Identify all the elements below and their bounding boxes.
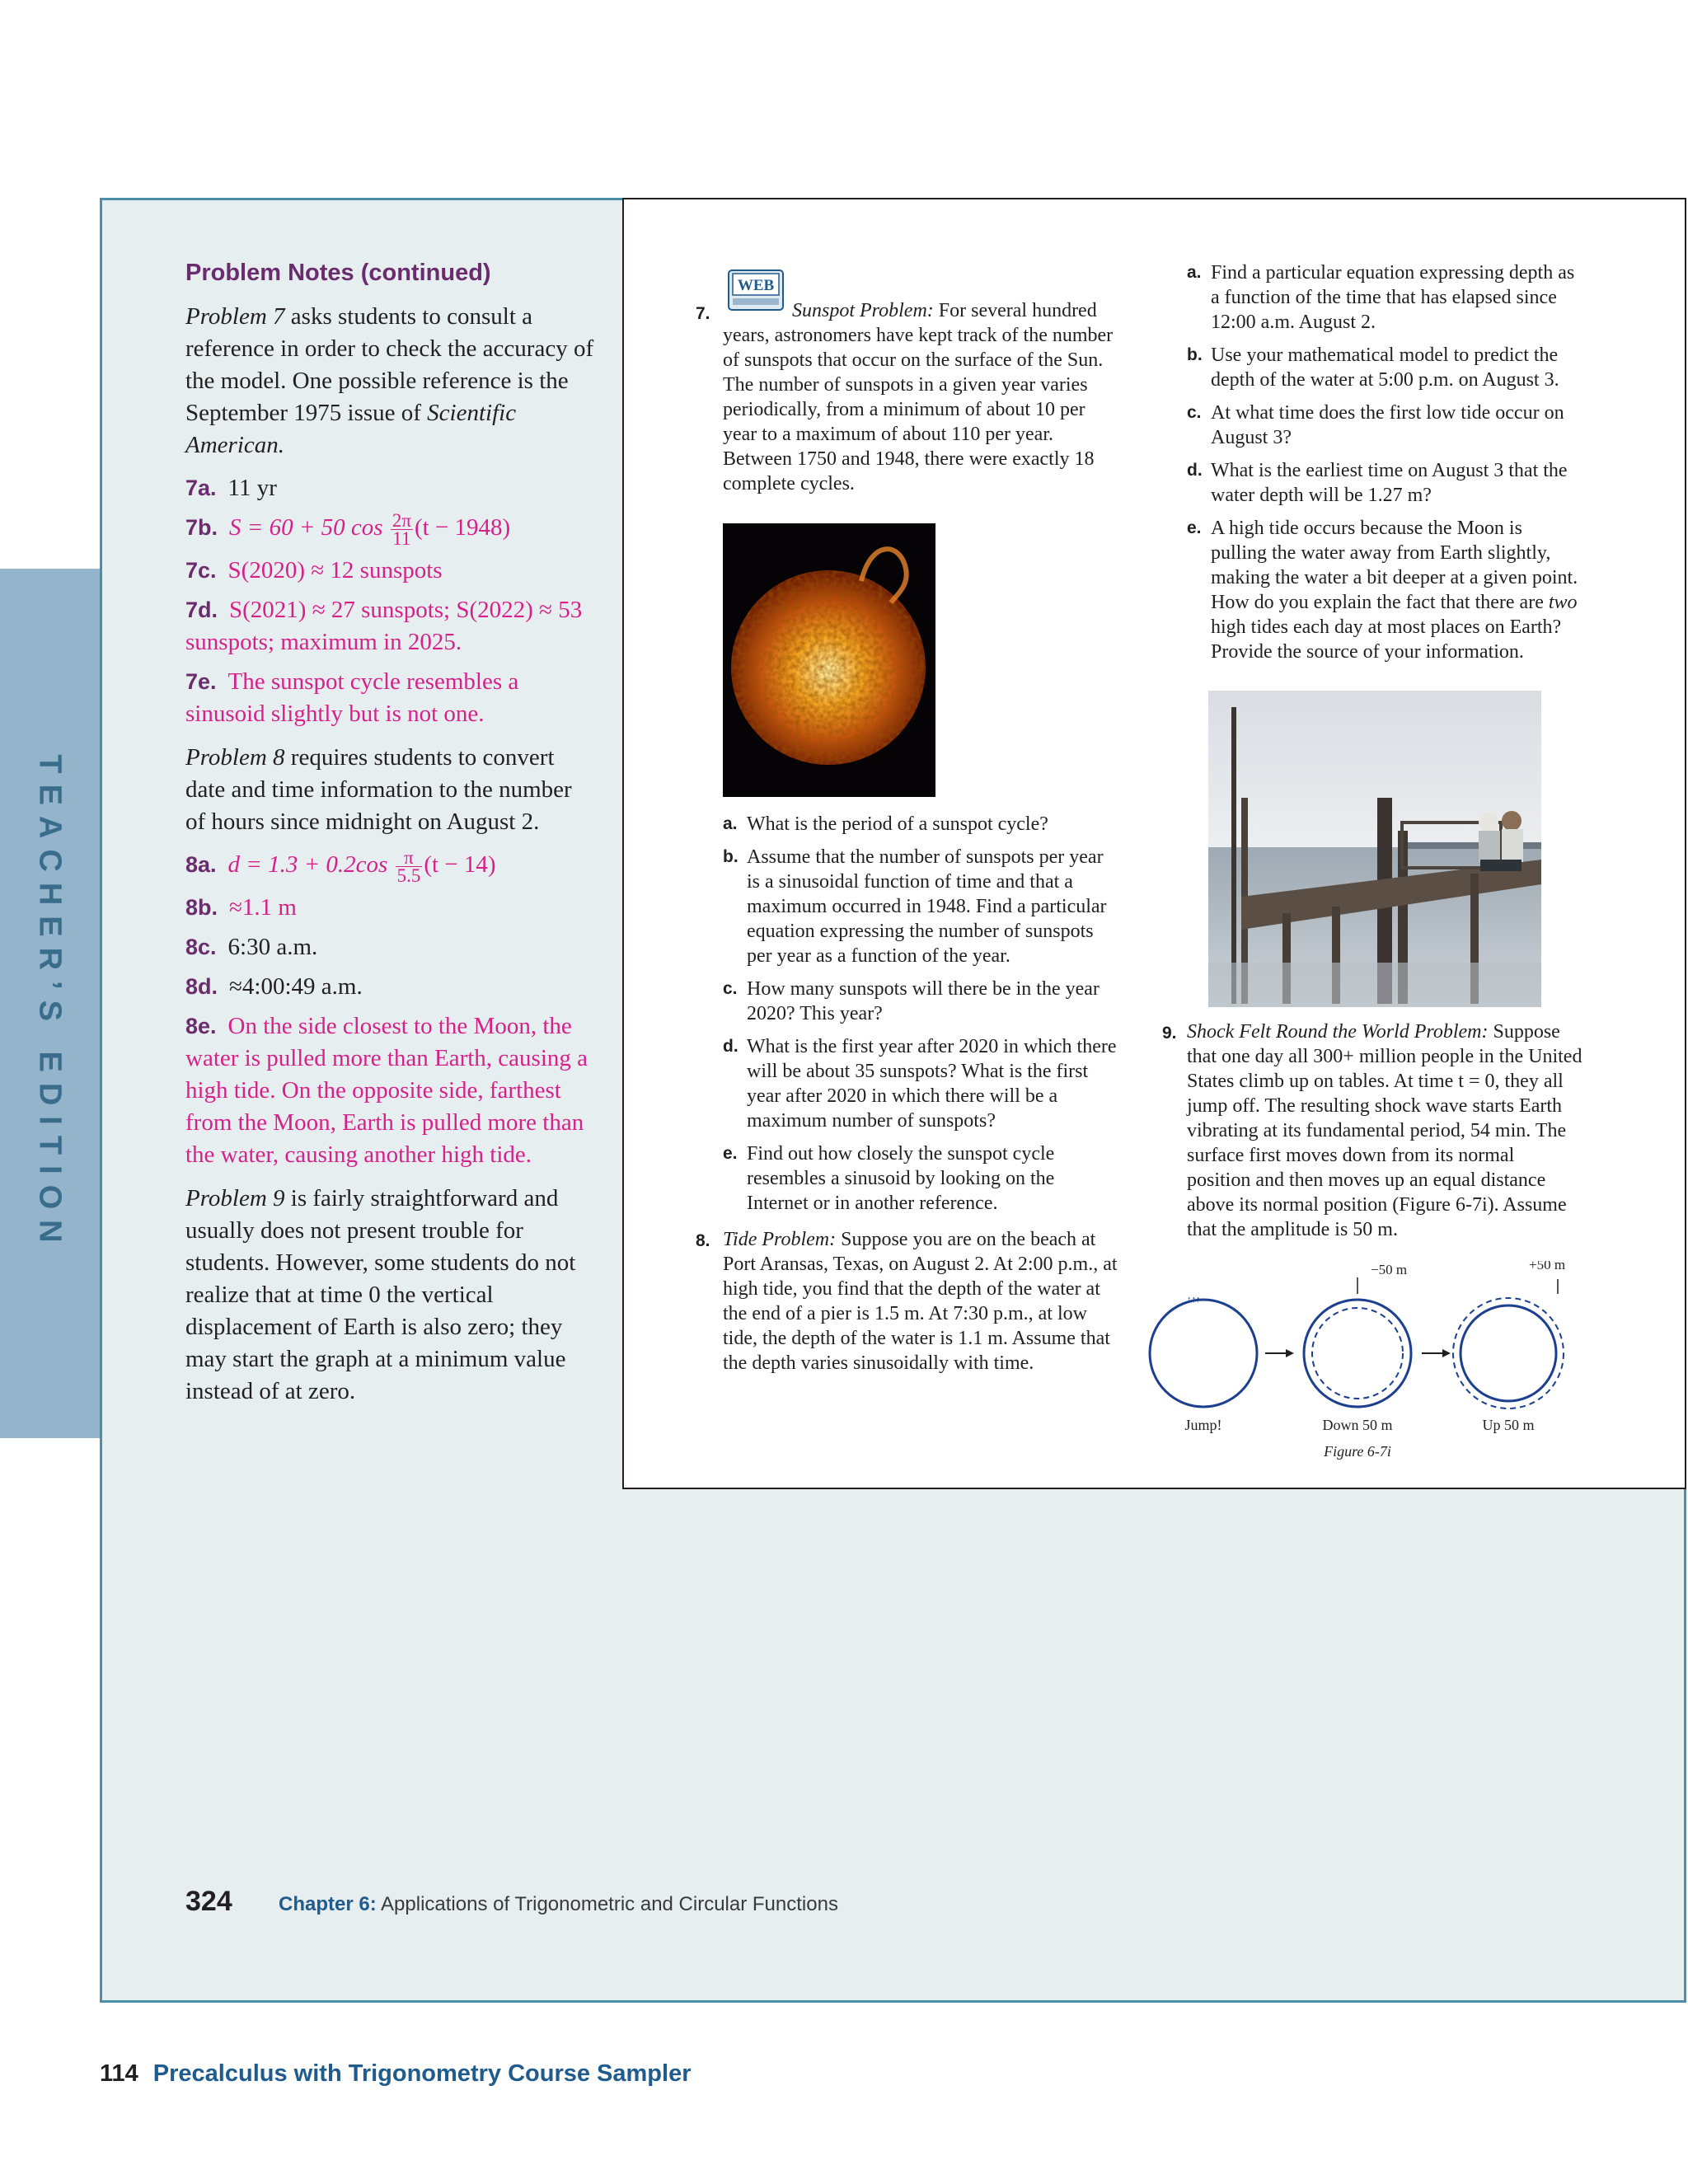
answer-8e: 8e. On the side closest to the Moon, the water is pulled more than Earth, causing a high tide. On the opposite side, farthest from the Moon, Earth is pulled more than the water, causing another high tide. [185, 1013, 588, 1168]
plus-50-label: +50 m [1529, 1261, 1566, 1272]
problem-9: 9. Shock Felt Round the World Problem: Suppose that one day all 300+ million people in the United States climb up on tables. At time t = 0, they all jump off. The resulting shock wave starts Earth vibrating at its fundamental period, 54 min. The surface first moves down from its normal position and then moves up an equal distance above its normal position (Figure 6-7i). Assume that the amplitude is 50 m. [1162, 1021, 1582, 1240]
sampler-footer: 114 Precalculus with Trigonometry Course Sampler [100, 2060, 692, 2087]
earth-up [1453, 1279, 1564, 1408]
answer-7c: 7c. S(2020) ≈ 12 sunspots [185, 557, 443, 583]
minus-50-label: −50 m [1371, 1262, 1408, 1277]
answer-7b: 7b. S = 60 + 50 cos $\frac{2\pi}{11}$ (t − 1948) [185, 510, 511, 549]
problem-8-parts: a. Find a particular equation expressing depth as a function of the time that has elapsed since 12:00 a.m. August 2. b. Use your mathematical model to predict the depth of the water at 5:00 p.m. on August 3. c. At what time does the first low tide occur on August 3? d. What is the earliest time on August 3 that the water depth will be 1.27 m? e. A high tide occurs because the Moon is pulling the water away from Earth slightly, making the water a bit deeper at a given point. How do you explain the fact that there are two high tides each day at most places on Earth? Provide the source of your information. [1187, 262, 1578, 663]
answer-8d: 8d. ≈4:00:49 a.m. [185, 973, 363, 1000]
answer-8b: 8b. ≈1.1 m [185, 894, 297, 921]
answer-8a: 8a. d = 1.3 + 0.2cos $\frac{\pi}{5.5}$ (t − 14) [185, 847, 496, 886]
problem-notes [185, 257, 598, 1418]
svg-text:↑↑↑: ↑↑↑ [1187, 1295, 1201, 1305]
web-badge: WEB [737, 277, 775, 294]
answer-7d: 7d. S(2021) ≈ 27 sunspots; S(2022) ≈ 53 sunspots; maximum in 2025. [185, 597, 583, 655]
answer-7a: 7a. 11 yr [185, 475, 277, 501]
note-problem-8: Problem 8 requires students to convert date and time information to the number of hours since midnight on August 2. [185, 744, 572, 835]
earth-vibration-figure [1142, 1261, 1587, 1463]
chapter-title: Chapter 6: Applications of Trigonometric and Circular Functions [279, 1893, 838, 1915]
answer-8c: 8c. 6:30 a.m. [185, 934, 318, 960]
figure-caption: Figure 6-7i [1324, 1443, 1391, 1460]
earth-jump [1150, 1295, 1257, 1407]
problem-8: 8. Tide Problem: Suppose you are on the beach at Port Aransas, Texas, on August 2. At 2:00 p.m., at high tide, you find that the depth of the water at the end of a pier is 1.5 m. At 7:30 p.m., at low tide, the depth of the water is 1.1 m. Assume that the depth varies sinusoidally with time. [696, 1229, 1118, 1374]
caption-up: Up 50 m [1482, 1417, 1535, 1433]
caption-down: Down 50 m [1322, 1417, 1393, 1433]
problem-7-parts: a. What is the period of a sunspot cycle? b. Assume that the number of sunspots per year is a sinusoidal function of time and that a maximum occurred in 1948. Find a particular equation expressing the number of sunspots per year as a function of the year. c. How many sunspots will there be in the year 2020? This year? d. What is the first year after 2020 in which there will be about 35 sunspots? What is the first year after 2020 in which there will be a maximum number of sunspots? e. Find out how closely the sunspot cycle resembles a sinusoid by looking on the Internet or in another reference. 8. Tide Problem: Suppose you are on the beach at Port Aransas, Texas, on August 2. At 2:00 p.m., at high tide, you find that the depth of the water at the end of a pier is 1.5 m. At 7:30 p.m., at low tide, the depth of the water is 1.1 m. Assume that the depth varies sinusoidally with time. [696, 813, 1118, 1374]
earth-down [1304, 1277, 1411, 1407]
pier-photo [1208, 691, 1541, 1007]
note-problem-7: Problem 7 asks students to consult a reference in order to check the accuracy of the model. One possible reference is the September 1975 issue of Scientific American. [185, 303, 594, 458]
notes-heading: Problem Notes (continued) [185, 260, 491, 286]
note-problem-9: Problem 9 is fairly straightforward and usually does not present trouble for students. However, some students do not realize that at time 0 the vertical displacement of Earth is also zero; they may start the graph at a minimum value instead of at zero. [185, 1185, 576, 1404]
answer-7e: 7e. The sunspot cycle resembles a sinusoid slightly but is not one. [185, 668, 519, 727]
page-number: 324 [185, 1886, 232, 1917]
side-tab-label: TEACHER’S EDITION [32, 754, 68, 1254]
problem-7: 7. Sunspot Problem: For several hundred years, astronomers have kept track of the number of sunspots that occur on the surface of the Sun. The number of sunspots in a given year varies periodically, from a minimum of about 10 per year to a maximum of about 110 per year. Between 1750 and 1948, there were exactly 18 complete cycles. [696, 300, 1114, 494]
caption-jump: Jump! [1184, 1417, 1222, 1433]
sun-photo [723, 523, 935, 797]
